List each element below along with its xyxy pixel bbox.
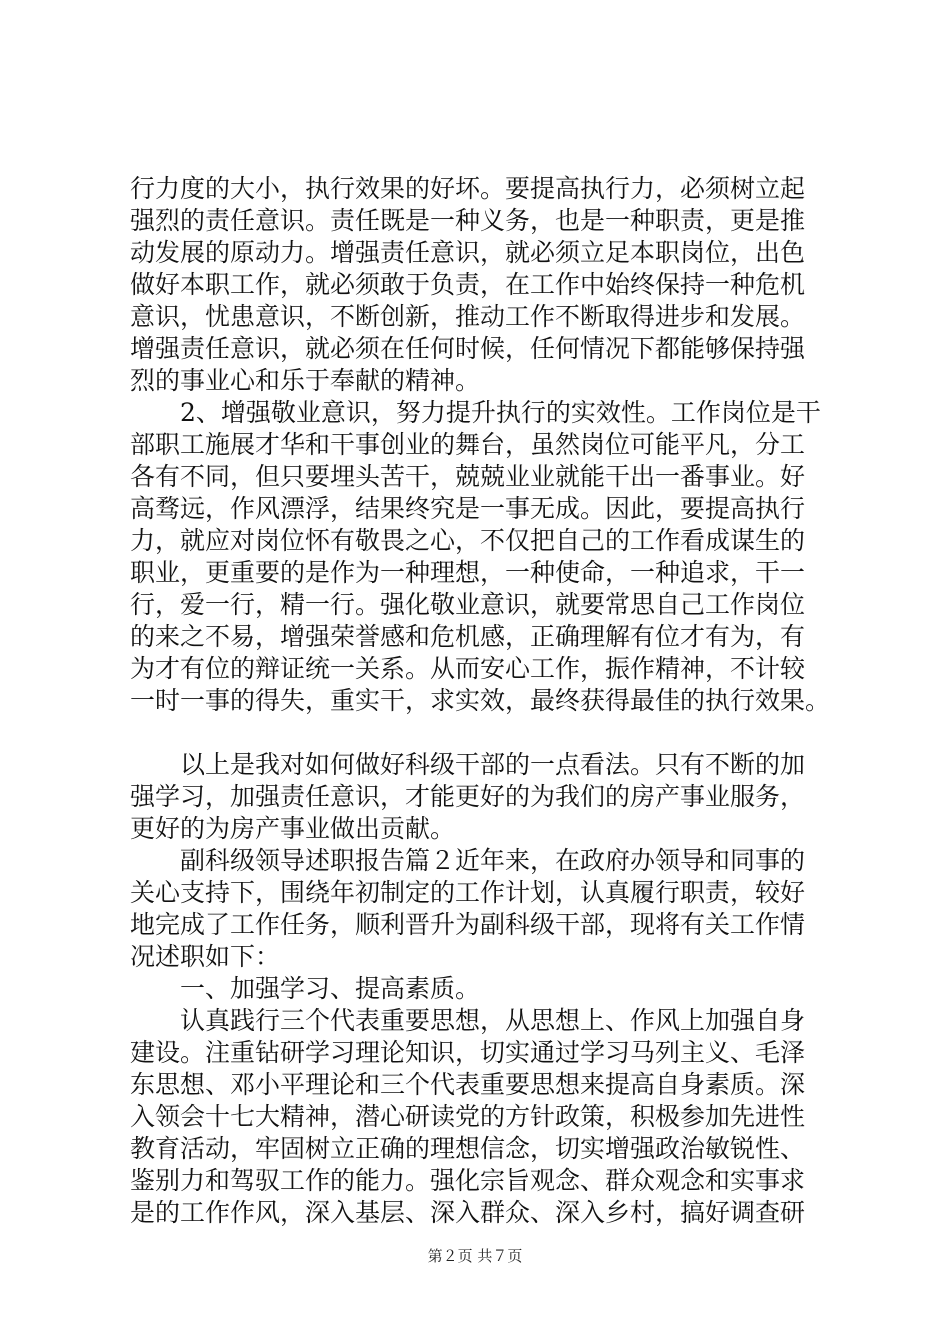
text-line: 高骛远，作风漂浮，结果终究是一事无成。因此，要提高执行 <box>130 494 806 523</box>
paragraph-conclusion <box>130 749 830 845</box>
text-line: 增强责任意识，就必须在任何时候，任何情况下都能够保持强 <box>130 334 806 363</box>
text-line: 烈的事业心和乐于奉献的精神。 <box>130 366 481 395</box>
text-line: 力，就应对岗位怀有敬畏之心，不仅把自己的工作看成谋生的 <box>130 526 806 555</box>
text-line: 的来之不易，增强荣誉感和危机感，正确理解有位才有为，有 <box>130 622 806 651</box>
text-line: 关心支持下，围绕年初制定的工作计划，认真履行职责，较好 <box>130 878 806 907</box>
paragraph-spacer <box>130 717 830 749</box>
text-line: 地完成了工作任务，顺利晋升为副科级干部，现将有关工作情 <box>130 910 806 939</box>
text-line: 为才有位的辩证统一关系。从而安心工作，振作精神，不计较 <box>130 654 806 683</box>
text-line: 更好的为房产事业做出贡献。 <box>130 814 456 843</box>
text-line: 各有不同，但只要埋头苦干，兢兢业业就能干出一番事业。好 <box>130 462 806 491</box>
text-line: 是的工作作风，深入基层、深入群众、深入乡村，搞好调查研 <box>130 1198 806 1227</box>
text-line: 入领会十七大精神，潜心研读党的方针政策，积极参加先进性 <box>130 1102 806 1131</box>
text-line: 东思想、邓小平理论和三个代表重要思想来提高自身素质。深 <box>130 1070 806 1099</box>
text-line: 一时一事的得失，重实干，求实效，最终获得最佳的执行效果。 <box>130 686 831 715</box>
paragraph-study <box>130 1005 830 1229</box>
text-line: 强烈的责任意识。责任既是一种义务，也是一种职责，更是推 <box>130 206 806 235</box>
document-body <box>130 173 830 1229</box>
text-line: 副科级领导述职报告篇２近年来，在政府办领导和同事的 <box>130 846 806 875</box>
paragraph-responsibility <box>130 173 830 397</box>
text-line: 鉴别力和驾驭工作的能力。强化宗旨观念、群众观念和实事求 <box>130 1166 806 1195</box>
text-line: 动发展的原动力。增强责任意识，就必须立足本职岗位，出色 <box>130 238 806 267</box>
text-line: 2、增强敬业意识，努力提升执行的实效性。工作岗位是干 <box>130 398 821 427</box>
paragraph-report-intro <box>130 845 830 973</box>
text-line: 建设。注重钻研学习理论知识，切实通过学习马列主义、毛泽 <box>130 1038 806 1067</box>
text-line: 部职工施展才华和干事创业的舞台，虽然岗位可能平凡，分工 <box>130 430 806 459</box>
text-line: 教育活动，牢固树立正确的理想信念，切实增强政治敏锐性、 <box>130 1134 806 1163</box>
text-line: 认真践行三个代表重要思想，从思想上、作风上加强自身 <box>130 1006 806 1035</box>
text-line: 职业，更重要的是作为一种理想，一种使命，一种追求，干一 <box>130 558 806 587</box>
page-number-footer: 第２页 共７页 <box>427 1247 523 1265</box>
text-line: 行力度的大小，执行效果的好坏。要提高执行力，必须树立起 <box>130 174 806 203</box>
section-heading: 一、加强学习、提高素质。 <box>130 974 481 1003</box>
text-line: 况述职如下： <box>130 942 281 971</box>
text-line: 行，爱一行，精一行。强化敬业意识，就要常思自己工作岗位 <box>130 590 806 619</box>
text-line: 强学习，加强责任意识，才能更好的为我们的房产事业服务， <box>130 782 806 811</box>
paragraph-dedication <box>130 397 830 717</box>
text-line: 以上是我对如何做好科级干部的一点看法。只有不断的加 <box>130 750 806 779</box>
text-line: 做好本职工作，就必须敢于负责，在工作中始终保持一种危机 <box>130 270 806 299</box>
text-line: 意识，忧患意识，不断创新，推动工作不断取得进步和发展。 <box>130 302 806 331</box>
